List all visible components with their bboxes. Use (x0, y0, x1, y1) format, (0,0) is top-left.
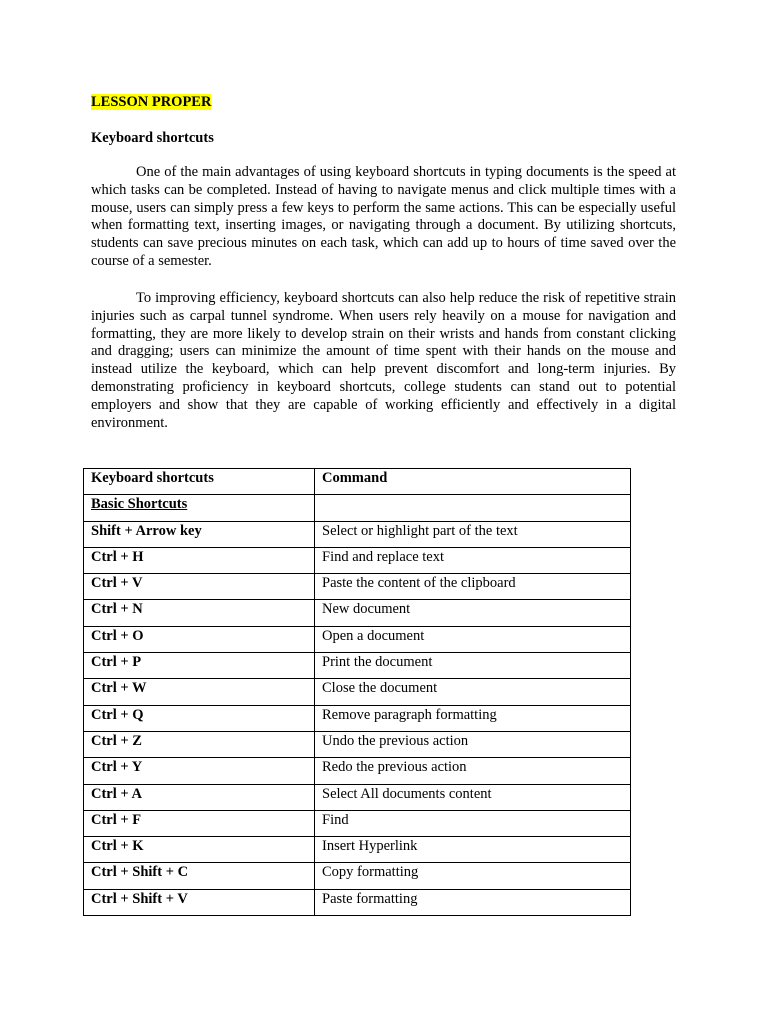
shortcut-key: Ctrl + F (84, 810, 315, 836)
table-row (84, 653, 631, 679)
shortcut-command: Find (315, 810, 631, 836)
table-subheader-row (84, 495, 631, 521)
shortcut-key: Ctrl + P (84, 653, 315, 679)
shortcut-command: Select All documents content (315, 784, 631, 810)
header-keyboard-shortcuts: Keyboard shortcuts (84, 469, 315, 495)
shortcut-key: Ctrl + A (84, 784, 315, 810)
table-row (84, 758, 631, 784)
shortcut-command: Paste formatting (315, 889, 631, 915)
table-row (84, 679, 631, 705)
shortcut-command: Copy formatting (315, 863, 631, 889)
lesson-label-text: LESSON PROPER (91, 94, 212, 110)
table-row (84, 626, 631, 652)
section-title: Keyboard shortcuts (91, 130, 214, 146)
shortcut-key: Ctrl + K (84, 837, 315, 863)
paragraph-2: To improving efficiency, keyboard shortcuts can also help reduce the risk of repetitive strain injuries such as carpal tunnel syndrome. When users rely heavily on a mouse for navigation and formatting, they are more likely to develop strain on their wrists and hands from constant clicking and dragging; users can minimize the amount of time spent with their hands on the mouse and instead utilize the keyboard, which can help prevent discomfort and long-term injuries. By demonstrating proficiency in keyboard shortcuts, college students can stand out to potential employers and show that they are capable of working efficiently and effectively in a digital environment. (91, 290, 676, 431)
shortcut-command: Find and replace text (315, 547, 631, 573)
table-row (84, 810, 631, 836)
table-row (84, 521, 631, 547)
shortcut-key: Ctrl + V (84, 574, 315, 600)
table-row (84, 784, 631, 810)
lesson-label (91, 93, 211, 111)
subheader-cell (84, 495, 315, 521)
shortcut-command: Redo the previous action (315, 758, 631, 784)
shortcut-command: Open a document (315, 626, 631, 652)
shortcut-command: Remove paragraph formatting (315, 705, 631, 731)
table-row (84, 705, 631, 731)
table-row (84, 863, 631, 889)
shortcut-key: Ctrl + Shift + C (84, 863, 315, 889)
table-row (84, 837, 631, 863)
shortcuts-table (83, 468, 631, 916)
shortcut-key: Ctrl + W (84, 679, 315, 705)
shortcut-command: Paste the content of the clipboard (315, 574, 631, 600)
shortcut-command: Select or highlight part of the text (315, 521, 631, 547)
shortcut-key: Shift + Arrow key (84, 521, 315, 547)
shortcut-command: Insert Hyperlink (315, 837, 631, 863)
table-row (84, 889, 631, 915)
shortcut-command: Print the document (315, 653, 631, 679)
shortcut-key: Ctrl + Shift + V (84, 889, 315, 915)
shortcut-key: Ctrl + Z (84, 731, 315, 757)
table-row (84, 600, 631, 626)
header-command: Command (315, 469, 631, 495)
shortcut-key: Ctrl + H (84, 547, 315, 573)
basic-shortcuts-label: Basic Shortcuts (91, 496, 188, 513)
empty-cell (315, 495, 631, 521)
shortcut-command: Undo the previous action (315, 731, 631, 757)
table-row (84, 574, 631, 600)
shortcut-key: Ctrl + Q (84, 705, 315, 731)
table-row (84, 731, 631, 757)
table-header-row (84, 469, 631, 495)
shortcut-key: Ctrl + N (84, 600, 315, 626)
shortcut-key: Ctrl + O (84, 626, 315, 652)
shortcut-command: New document (315, 600, 631, 626)
paragraph-1: One of the main advantages of using keyboard shortcuts in typing documents is the speed at which tasks can be completed. Instead of having to navigate menus and click multiple times with a mouse, users can simply press a few keys to perform the same actions. This can be especially useful when formatting text, inserting images, or navigating through a document. By utilizing shortcuts, students can save precious minutes on each task, which can add up to hours of time saved over the course of a semester. (91, 164, 676, 269)
shortcut-command: Close the document (315, 679, 631, 705)
table-row (84, 547, 631, 573)
shortcut-key: Ctrl + Y (84, 758, 315, 784)
